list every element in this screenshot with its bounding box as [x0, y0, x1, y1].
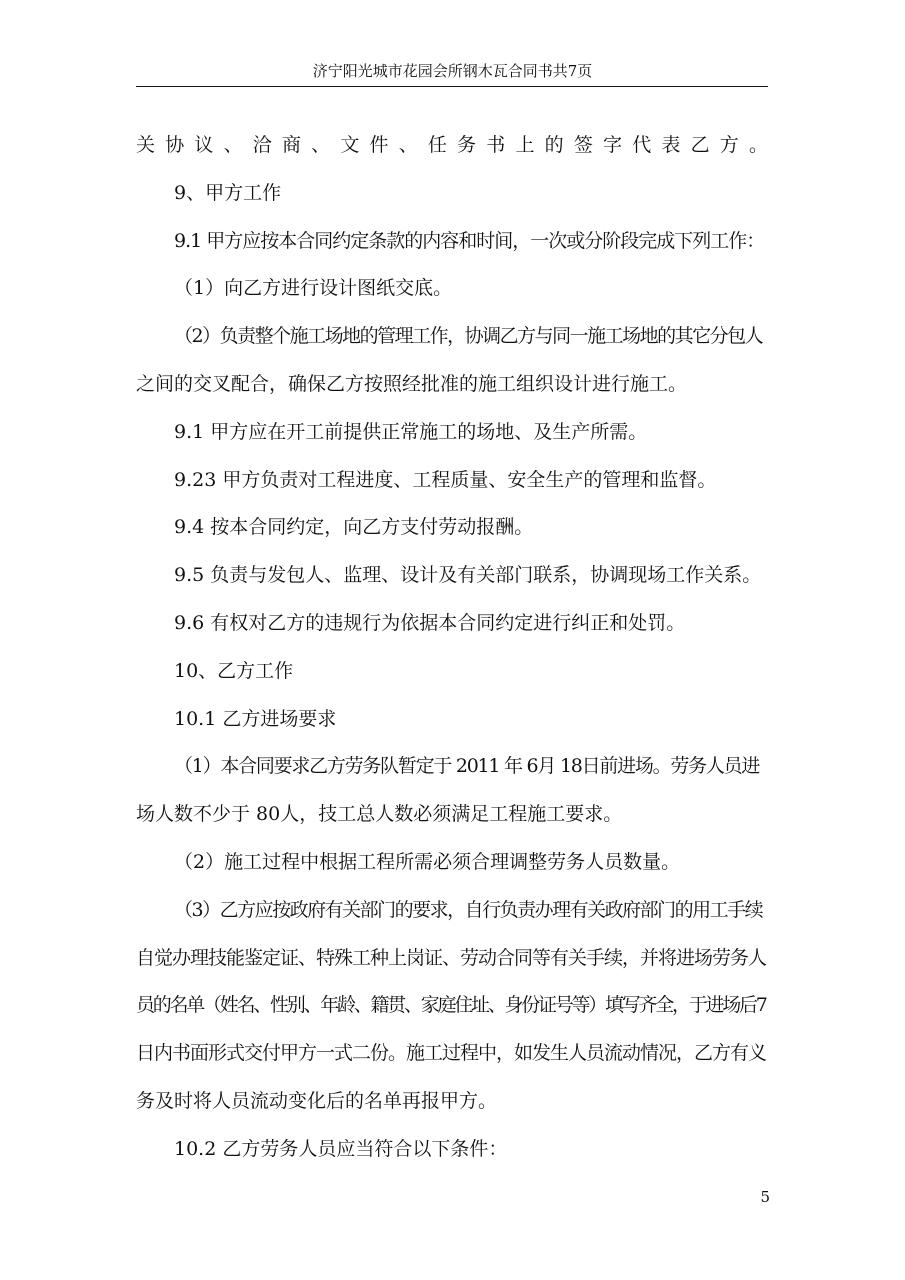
paragraph-line: 9.23 甲方负责对工程进度、工程质量、安全生产的管理和监督。 [174, 468, 717, 491]
paragraph-line: 员的名单（姓名、性别、年龄、籍贯、家庭住址、身份证号等）填写齐全，于进场后7 [136, 994, 766, 1017]
paragraph-line: 之间的交叉配合，确保乙方按照经批准的施工组织设计进行施工。 [136, 372, 688, 395]
paragraph-line: 9.5 负责与发包人、监理、设计及有关部门联系，协调现场工作关系。 [174, 564, 762, 587]
paragraph-line: 日内书面形式交付甲方一式二份。施工过程中，如发生人员流动情况，乙方有义 [136, 1042, 767, 1065]
paragraph-line: 9.1 甲方应按本合同约定条款的内容和时间，一次或分阶段完成下列工作： [174, 229, 765, 252]
paragraph-line: （2）负责整个施工场地的管理工作，协调乙方与同一施工场地的其它分包人 [174, 325, 763, 348]
paragraph-line: （1）本合同要求乙方劳务队暂定于 2011 年 6月 18日前进场。劳务人员进 [174, 755, 760, 778]
paragraph-line: 场人数不少于 80人，技工总人数必须满足工程施工要求。 [136, 803, 623, 826]
paragraph-line: （1）向乙方进行设计图纸交底。 [174, 277, 453, 300]
paragraph-line: 9.1 甲方应在开工前提供正常施工的场地、及生产所需。 [174, 420, 648, 443]
document-body [136, 122, 768, 1174]
section-heading: 9、甲方工作 [174, 181, 282, 204]
paragraph-line: 务及时将人员流动变化后的名单再报甲方。 [136, 1089, 498, 1112]
subsection-heading: 10.1 乙方进场要求 [174, 707, 337, 730]
section-heading: 10、乙方工作 [174, 659, 294, 682]
paragraph-line: 关协议、洽商、文件、任务书上的签字代表乙方。 [136, 134, 768, 156]
page-number: 5 [760, 1188, 770, 1206]
paragraph-line: 9.6 有权对乙方的违规行为依据本合同约定进行纠正和处罚。 [174, 611, 686, 634]
paragraph-line: （3）乙方应按政府有关部门的要求，自行负责办理有关政府部门的用工手续 [174, 898, 763, 921]
subsection-heading: 10.2 乙方劳务人员应当符合以下条件： [174, 1137, 508, 1160]
paragraph-line: （2）施工过程中根据工程所需必须合理调整劳务人员数量。 [174, 850, 681, 873]
paragraph-line: 9.4 按本合同约定，向乙方支付劳动报酬。 [174, 516, 534, 539]
paragraph-line: 自觉办理技能鉴定证、特殊工种上岗证、劳动合同等有关手续，并将进场劳务人 [136, 946, 767, 969]
page-header: 济宁阳光城市花园会所钢木瓦合同书共7页 [312, 62, 593, 80]
header-divider [136, 86, 768, 87]
